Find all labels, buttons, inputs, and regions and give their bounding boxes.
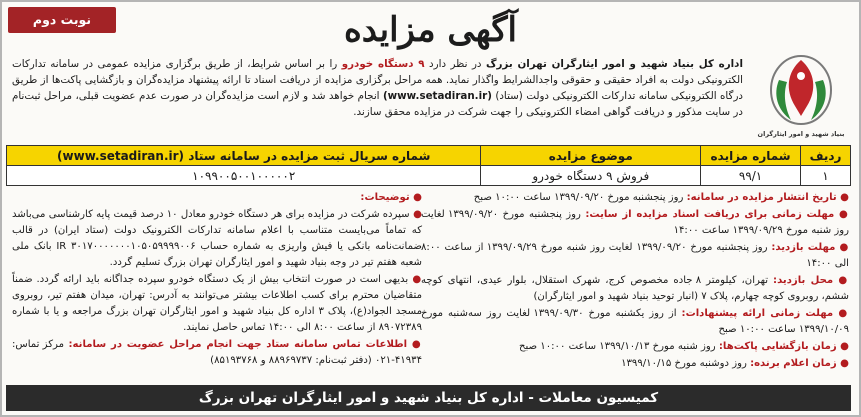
bullet-icon: ●	[835, 242, 849, 253]
cell-row-number: ۱	[801, 166, 851, 186]
item-label: تاریخ انتشار مزایده در سامانه:	[686, 192, 837, 203]
table-header-row	[7, 146, 851, 166]
bullet-icon: ●	[836, 341, 849, 352]
note-info	[12, 272, 422, 336]
note-deposit	[12, 207, 422, 271]
contact-info	[12, 337, 422, 369]
bullet-icon: ●	[836, 192, 849, 203]
intro-subject: ۹ دستگاه خودرو	[341, 58, 425, 70]
list-item	[421, 306, 849, 338]
item-label: زمان اعلام برنده:	[750, 358, 837, 369]
header-auction-number: شماره مزایده	[701, 146, 801, 166]
table-row	[7, 166, 851, 186]
cell-auction-number: ۹۹/۱	[701, 166, 801, 186]
intro-paragraph	[12, 56, 743, 120]
list-item	[421, 339, 849, 355]
item-label: مهلت بازدید:	[771, 242, 836, 253]
bullet-icon: ●	[407, 339, 422, 350]
list-item	[421, 273, 849, 305]
intro-website-link[interactable]: (www.setadiran.ir)	[382, 90, 492, 102]
item-label: مهلت زمانی ارائه پیشنهادات:	[681, 308, 834, 319]
intro-organization: اداره کل بنیاد شهید و امور ایثارگران تهران بزرگ	[485, 58, 743, 70]
note-info-text: بدیهی است در صورت انتخاب بیش از یک دستگاه خودرو سپرده جداگانه باید ارائه گردد. ضمناً متقاضیان محترم برای کسب اطلاعات بیشتر می‌توانند به آدرس: تهران، میدان هفتم تیر، روبروی مسجد الجواد(ع)، پلاک ۳ اداره کل بنیاد شهید و امور ایثارگران تهران بزرگ مراجعه و یا با شماره ۸۹۰۷۲۳۸۹ از ساعت ۸:۰۰ الی ۱۴:۰۰ تماس حاصل نمایند.	[12, 274, 422, 333]
item-text: روز پنجشنبه مورخ ۱۳۹۹/۰۹/۲۰ لغایت روز شنبه مورخ ۱۳۹۹/۰۹/۲۹ ساعت ۱۴:۰۰	[421, 209, 849, 236]
intro-text-1: در نظر دارد	[424, 58, 486, 70]
bullet-icon: ●	[409, 192, 422, 203]
list-item	[421, 190, 849, 206]
contact-text: مرکز تماس: ۴۱۹۳۴-۰۲۱ (دفتر ثبت‌نام: ۸۸۹۶۹۷۳۷ و ۸۵۱۹۳۷۶۸)	[12, 339, 422, 366]
list-item	[421, 356, 849, 372]
foundation-logo-icon	[751, 50, 851, 136]
bullet-icon: ●	[833, 275, 849, 286]
bullet-icon: ●	[409, 209, 423, 220]
note-deposit-text: سپرده شرکت در مزایده برای هر دستگاه خودرو معادل ۱۰ درصد قیمت پایه کارشناسی می‌باشد که تماماً می‌بایست متناسب با اعلام سامانه تدارکات الکترونیک دولت (ستاد ایران) در قالب ضمانت‌نامه بانکی یا فیش واریزی به شماره حساب IR ۳۰۱۷۰۰۰۰۰۰۰۱۰۵۰۵۹۹۹۹۰۰۶ بانک ملی شعبه هفتم تیر در وجه بنیاد شهید و امور ایثارگران تهران بزرگ تسلیم گردد.	[12, 209, 422, 268]
foundation-logo	[751, 50, 851, 136]
notes-label: توضیحات:	[360, 192, 410, 203]
header-row-number: ردیف	[801, 146, 851, 166]
item-text: از روز یکشنبه مورخ ۱۳۹۹/۰۹/۳۰ لغایت روز سه‌شنبه مورخ ۱۳۹۹/۱۰/۰۹ ساعت ۱۰:۰۰ صبح	[421, 308, 849, 335]
notice-round-badge: نوبت دوم	[8, 7, 116, 33]
list-item	[421, 240, 849, 272]
item-label: محل بازدید:	[773, 275, 834, 286]
cell-serial-number: ۱۰۹۹۰۰۵۰۰۱۰۰۰۰۰۲	[7, 166, 481, 186]
bullet-icon: ●	[836, 358, 849, 369]
bullet-icon: ●	[408, 274, 422, 285]
notes-section	[12, 190, 422, 370]
schedule-list	[421, 190, 849, 373]
item-label: زمان بازگشایی پاکت‌ها:	[718, 341, 837, 352]
logo-caption: بنیاد شهید و امور ایثارگران	[757, 130, 845, 138]
bullet-icon: ●	[833, 308, 849, 319]
notice-title: آگهی مزایده	[343, 10, 518, 50]
item-label: مهلت زمانی برای دریافت اسناد مزایده از سایت:	[585, 209, 835, 220]
header-serial-number: شماره سریال ثبت مزایده در سامانه ستاد (www.setadiran.ir)	[7, 146, 481, 166]
intro-text-2: را بر اساس شرایط، از طریق برگزاری مزایده عمومی در سامانه تدارکات الکترونیکی دولت به افراد حقیقی و حقوقی واجدالشرایط واگذار نماید. همه مراحل برگزاری مزایده از دریافت اسناد تا ارائه پیشنهاد مزایده‌گران و بازگشایی پاکت‌ها از طریق درگاه الکترونیکی سامانه تدارکات الکترونیکی دولت (ستاد)	[12, 58, 743, 102]
intro-text-3: انجام خواهد شد و لازم است مزایده‌گران در صورت عدم عضویت قبلی، مراحل ثبت‌نام در سایت مذکور و دریافت گواهی امضاء الکترونیکی را جهت شرکت در مزایده محقق سازند.	[12, 90, 743, 118]
list-item	[421, 207, 849, 239]
header-auction-subject: موضوع مزایده	[481, 146, 701, 166]
item-text: تهران، کیلومتر ۸ جاده مخصوص کرج، شهرک استقلال، بلوار عیدی، انتهای کوچه ششم، روبروی کوچه چهارم، پلاک ۷ (انبار توحید بنیاد شهید و امور ایثارگران)	[421, 275, 849, 302]
item-text: روز پنجشنبه مورخ ۱۳۹۹/۰۹/۲۰ لغایت روز شنبه مورخ ۱۳۹۹/۰۹/۲۹ از ساعت ۸:۰۰ الی ۱۴:۰۰	[421, 242, 849, 269]
notes-heading	[12, 190, 422, 206]
contact-label: اطلاعات تماس سامانه ستاد جهت انجام مراحل عضویت در سامانه:	[68, 339, 408, 350]
item-text: روز پنجشنبه مورخ ۱۳۹۹/۰۹/۲۰ ساعت ۱۰:۰۰ صبح	[473, 192, 687, 203]
item-text: روز شنبه مورخ ۱۳۹۹/۱۰/۱۳ ساعت ۱۰:۰۰ صبح	[518, 341, 719, 352]
bullet-icon: ●	[834, 209, 849, 220]
auction-table	[6, 145, 851, 186]
item-text: روز دوشنبه مورخ ۱۳۹۹/۱۰/۱۵	[621, 358, 751, 369]
footer-banner: کمیسیون معاملات - اداره کل بنیاد شهید و امور ایثارگران تهران بزرگ	[6, 385, 851, 411]
cell-auction-subject: فروش ۹ دستگاه خودرو	[481, 166, 701, 186]
